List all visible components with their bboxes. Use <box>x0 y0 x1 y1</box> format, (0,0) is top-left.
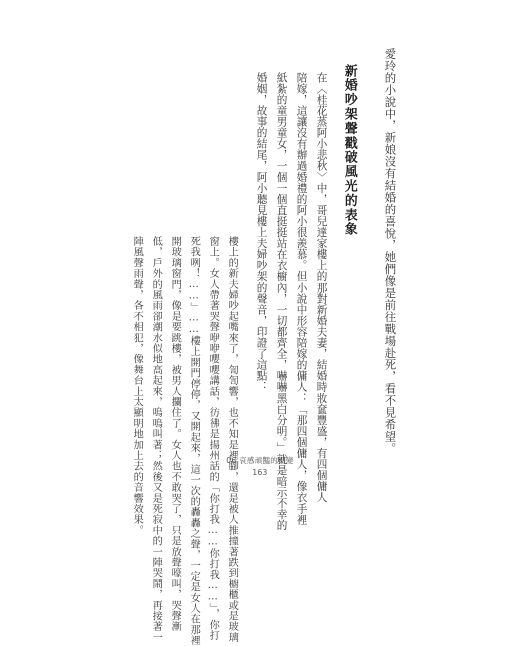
paragraph-column: 婚姻，故事的結尾，阿小聽見樓上夫婦吵架的聲音，印證了這點： <box>255 72 268 393</box>
intro-paragraph: 愛玲的小說中，新娘沒有結婚的喜悅，她們像是前往戰場赴死，看不見希望。 <box>383 48 398 455</box>
quote-column: 樓上的新夫婦吵起嘴來了，訇訇響，也不知是裡腳，還是被人推撞著跌到櫥櫃或是玻璃 <box>226 236 238 643</box>
quote-column: 死我咧！……」……樓上開門停停，又開起來，這一次的轟轟之聲，一定是女人在那裡 <box>188 236 200 646</box>
paragraph-column: 紙紮的童男童女，一個一個直挺挺站在衣櫥內，一切都齊全，嚇嚇黑白分明。」就是暗示不幸的 <box>275 72 288 531</box>
paragraph-column: 在〈桂花蒸阿小悲秋〉中，哥兒達家樓上的那對新婚夫妻，結婚時妝奩豐盛，有四個傭人 <box>315 72 328 503</box>
quote-column: 窗上。女人帶著哭聲咿咿嚶嚶講話，彷彿是揚州話的「你打我……你打我……」，你打 <box>207 236 219 641</box>
quote-column: 低，戶外的風雨卻潮水似地高起來，嗚嗚叫著；然後又是死寂中的一陣哭鬧，再接著一 <box>150 236 162 643</box>
quote-column: 陣風聲雨聲，各不相犯，像舞台上太顯明地加上去的音響效果。 <box>131 236 143 536</box>
quote-column: 開玻璃窗門，像是要跳樓，被男人攔住了。女人也不敢哭了，只是放聲嚎叫，哭聲漸 <box>169 236 181 632</box>
paragraph-column: 陪嫁，這讓沒有辦過婚禮的阿小很羨慕。但小說中形容陪嫁的傭人：「那四個傭人，像衣手裡 <box>295 72 308 526</box>
section-heading: 新婚吵架聲戳破風光的表象 <box>341 64 357 237</box>
page-number: 163 <box>252 468 268 477</box>
chapter-title: 06 哀感頑豔的婚變 <box>226 456 294 465</box>
